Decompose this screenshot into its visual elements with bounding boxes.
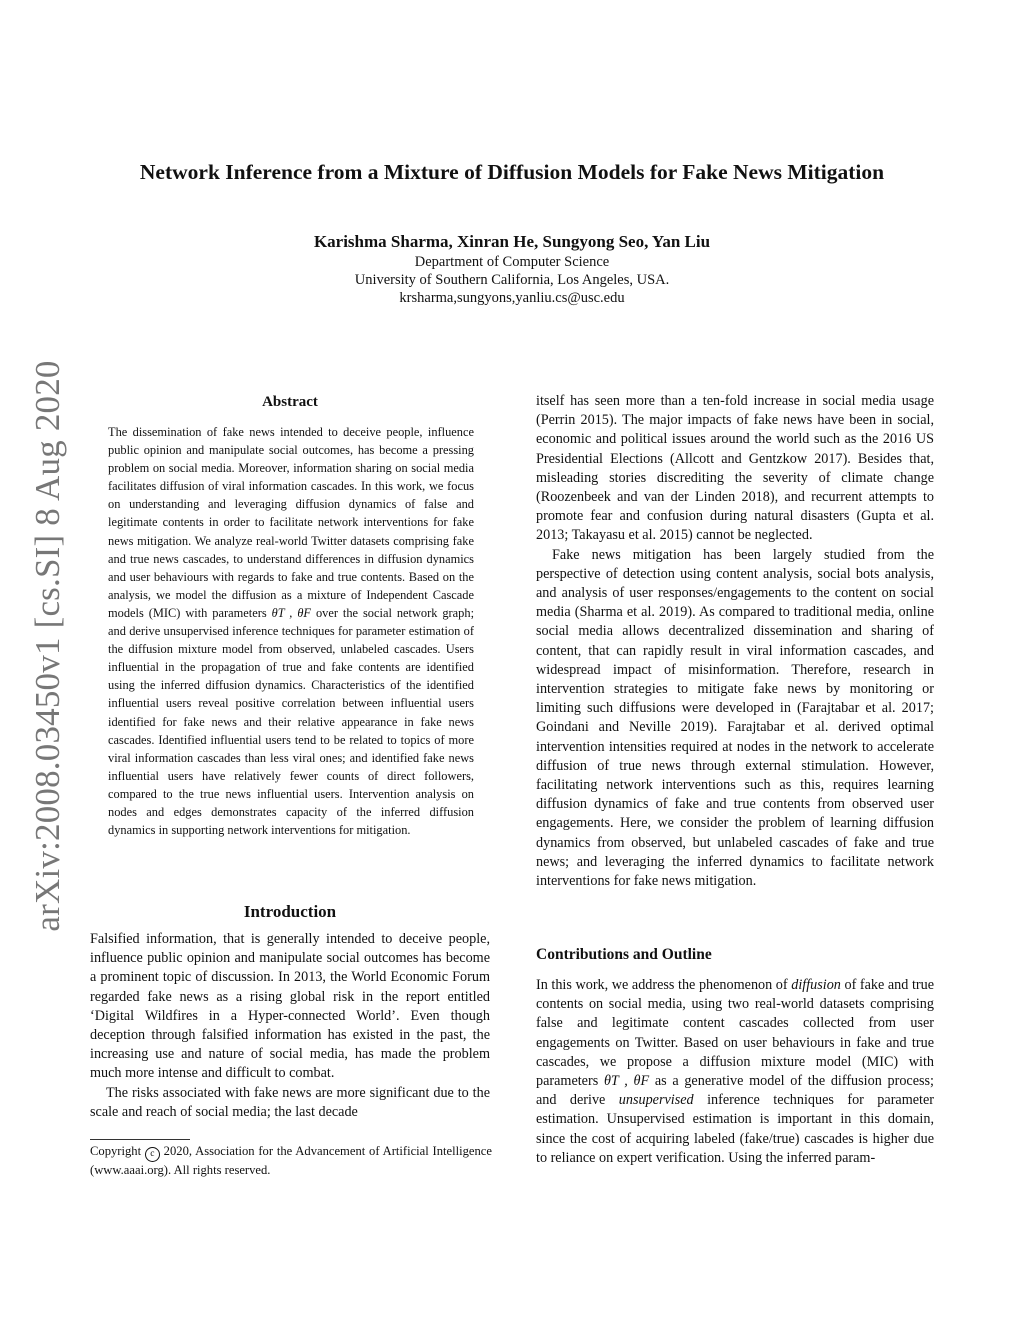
contrib-math: θT , θF [603, 1073, 650, 1090]
contrib-text-2: of fake and true contents on social media, using two real-world datasets comprising false and legitimate content cascades collected from user engagements on Twitter. Based on user behaviours in fake and true cascades, we propose a diffusion mixture model (MIC) with parameters [536, 977, 935, 1090]
contrib-emphasis-unsupervised: unsupervised [618, 1092, 694, 1109]
paper-title: Network Inference from a Mixture of Diffusion Models for Fake News Mitigation [139, 160, 885, 184]
contributions-heading: Contributions and Outline [536, 946, 712, 963]
right-column-body [536, 392, 934, 891]
abstract-heading: Abstract [262, 394, 318, 410]
abstract-text-2: over the social network graph; and derive unsupervised inference techniques for parameter estimation of the diffusion mixture model from observed, unlabeled cascades. Users influential in the propagation of true and fake contents are identified using the inferred diffusion dynamics. Characteristics of the identified influential users reveal positive correlation between influential users identified for fake news and their relative appearance in fake news cascades. Identified influential users tend to be related to topics of more viral information cascades than less viral ones; and identified fake news influential users have relatively fewer counts of direct followers, compared to the true news influential users. Intervention analysis on nodes and edges demonstrates capacity of the inferred diffusion dynamics in supporting network interventions for mitigation. [108, 605, 475, 838]
contributions-body [536, 976, 934, 1168]
contributions-paragraph [536, 976, 934, 1168]
abstract-math: θT , θF [271, 605, 311, 620]
contrib-text-4: inference techniques for parameter estimation. Unsupervised estimation is important in this domain, since the cost of acquiring labeled (fake/true) cascades is higher due to reliance on expert verification. Using the inferred param- [536, 1092, 935, 1166]
contrib-text-1: In this work, we address the phenomenon of [536, 977, 788, 993]
department: Department of Computer Science [414, 254, 610, 270]
arxiv-identifier: arXiv:2008.03450v1 [cs.SI] 8 Aug 2020 [28, 360, 67, 932]
email: krsharma,sungyons,yanliu.cs@usc.edu [399, 290, 625, 306]
footnote-rule [90, 1139, 190, 1140]
university: University of Southern California, Los Angeles, USA. [354, 272, 670, 288]
intro-paragraph-1: Falsified information, that is generally intended to deceive people, influence public opinion and manipulate social outcomes has become a prominent topic of discussion. In 2013, the World Economic Forum regarded fake news as a rising global risk in the report entitled ‘Digital Wildfires in a Hyper-connected World’. Even though deception through falsified information has existed in the past, the increasing use and nature of social media, has made the problem much more intense and difficult to combat. [90, 931, 490, 1082]
intro-paragraph-2-continued: itself has seen more than a ten-fold increase in social media usage (Perrin 2015). The major impacts of fake news have been in social, economic and political issues around the world such as the 2016 US Presidential Elections (Allcott and Gentzkow 2017). Besides that, misleading stories discrediting the severity of climate change (Roozenbeek and van der Linden 2018), and recurrent attempts to promote fear and confusion during natural disasters (Gupta et al. 2013; Takayasu et al. 2015) cannot be neglected. [536, 393, 934, 544]
abstract-text-1: The dissemination of fake news intended to deceive people, influence public opinion and manipulate social outcomes, has become a pressing problem on social media. Moreover, information sharing on social media facilitates diffusion of viral information cascades. In this work, we focus on understanding and leveraging diffusion dynamics of false and legitimate contents in order to facilitate network interventions for fake news mitigation. We analyze real-world Twitter datasets comprising fake and true news cascades, to understand differences in diffusion dynamics and user behaviours with regards to fake and true contents. Based on the analysis, we model the diffusion as a mixture of Independent Cascade models (MIC) with parameters [108, 425, 474, 620]
contrib-emphasis-diffusion: diffusion [791, 977, 841, 993]
footnote-text: 2020, Association for the Advancement of Artificial Intelligence (www.aaai.org). All rights reserved. [90, 1144, 492, 1177]
intro-paragraph-3: Fake news mitigation has been largely studied from the perspective of detection using content analysis, social bots analysis, and analysis of user responses/engagements to the content on social media (Sharma et al. 2019). As compared to traditional media, online social media allows decentralized dissemination and sharing of content, that can rapidly result in viral information cascades, and widespread impact of misinformation. Therefore, research in intervention strategies to mitigate fake news by monitoring or limiting such diffusions were developed in (Farajtabar et al. 2017; Goindani and Neville 2019). Farajtabar et al. derived optimal intervention intensities required at nodes in the network to accelerate diffusion of true news through external stimulation. However, facilitating network interventions such as this, requires learning diffusion dynamics of fake and true contents from observed user engagements. Here, we consider the problem of learning diffusion dynamics from observed, but unlabeled cascades of fake and true news; and leveraging the inferred dynamics to facilitate network interventions for fake news mitigation. [536, 546, 934, 890]
footnote-prefix: Copyright [90, 1144, 142, 1158]
copyright-icon: c [145, 1147, 160, 1162]
abstract-body [108, 423, 474, 839]
left-column-body [90, 930, 490, 1122]
contrib-text-3: as a generative model of the diffusion process; and derive [536, 1073, 934, 1109]
intro-paragraph-2: The risks associated with fake news are more significant due to the scale and reach of social media; the last decade [90, 1084, 490, 1120]
copyright-footnote [90, 1143, 492, 1180]
introduction-heading: Introduction [243, 902, 337, 921]
author-list: Karishma Sharma, Xinran He, Sungyong Seo, Yan Liu [313, 232, 711, 251]
